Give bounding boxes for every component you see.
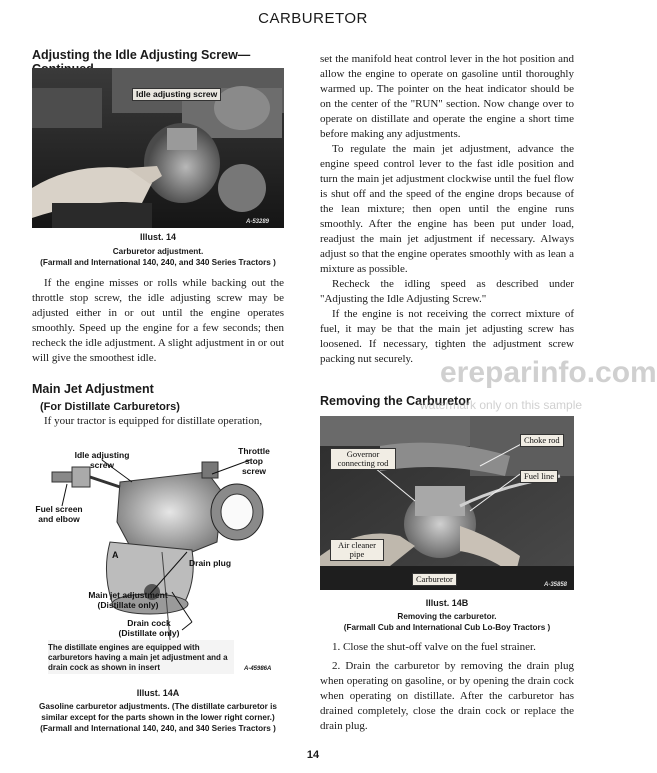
illust-14b-caption	[320, 598, 574, 633]
callout-idle-adjusting-screw: Idle adjusting screw	[132, 88, 221, 101]
illust-14a-caption-line2: (Farmall and International 140, 240, and 340 Series Tractors )	[40, 724, 276, 733]
callout-throttle-stop-screw: Throttle stop screw	[238, 446, 270, 476]
label-air-cleaner-pipe: Air cleaner pipe	[330, 539, 384, 561]
illust-14a-label: Illust. 14A	[136, 688, 180, 698]
illust-14-caption-line1: Carburetor adjustment.	[112, 247, 204, 256]
illust-14b-photo	[320, 416, 574, 590]
callout-drain-plug: Drain plug	[189, 558, 232, 568]
right-paragraph-1: set the manifold heat control lever in the hot position and allow the engine to operate on gasoline until thoroughly warmed up. The pointer on the heat indicator should be on the center of the "RUN" section. Now change over to operate on distillate and operate the engine a short time before making any adjustments.	[320, 53, 574, 140]
illust-14b-caption-line2: (Farmall Cub and International Cub Lo-Boy Tractors )	[343, 623, 551, 632]
illust-14-caption	[32, 232, 284, 268]
illust-14-photo	[32, 68, 284, 228]
illust-14-label: Illust. 14	[140, 232, 177, 242]
page-header: CARBURETOR	[258, 10, 368, 27]
watermark-note: watermark only on this sample	[420, 398, 583, 412]
illust-14b-ref: A-35858	[544, 582, 568, 588]
watermark-site: ereparinfo.com	[440, 356, 657, 389]
callout-fuel-screen-elbow: Fuel screen and elbow	[35, 504, 83, 524]
illust-14-caption-line2: (Farmall and International 140, 240, and 340 Series Tractors )	[40, 258, 276, 267]
right-paragraph-2: To regulate the main jet adjustment, advance the engine speed control lever to the fast idle position and turn the main jet adjustment clockwise until the fuel flow is shut off and the speed of the engine drops because of the lean mixture; then open until the engine runs smoothly. After the engine has been put under load, readjust the main jet adjustment if necessary. Always adjust so that the engine operates smoothly with as lean a mixture as possible.	[320, 143, 574, 275]
label-carburetor: Carburetor	[412, 573, 457, 586]
illust-14a-diagram	[32, 432, 284, 682]
callout-idle-adjusting-screw-14a: Idle adjusting screw	[74, 450, 130, 470]
illust-14a-ref: A-45986A	[244, 666, 272, 672]
illust-14b-caption-line1: Removing the carburetor.	[397, 612, 497, 621]
illust-14-ref: A-53289	[246, 219, 270, 225]
section-subtitle-distillate: (For Distillate Carburetors)	[40, 401, 180, 413]
section-title-main-jet: Main Jet Adjustment	[32, 382, 154, 396]
callout-a-marker: A	[112, 550, 119, 560]
label-governor-connecting-rod: Governor connecting rod	[330, 448, 396, 470]
page-number: 14	[306, 749, 320, 761]
illust-14b-label: Illust. 14B	[425, 598, 469, 608]
section-title-removing-carburetor: Removing the Carburetor	[320, 394, 471, 408]
label-choke-rod: Choke rod	[520, 434, 564, 447]
step-2: 2. Drain the carburetor by removing the drain plug when operating on gasoline, or by opening the drain cock when operating on distillate. After the carburetor has drained completely, close the drain cock or replace the drain plug.	[320, 660, 574, 732]
illust-14a-caption	[32, 688, 284, 734]
illust-14a-note: The distillate engines are equipped with carburetors having a main jet adjustment and a drain cock as shown in insert	[48, 643, 228, 672]
left-paragraph-1: If the engine misses or rolls while backing out the throttle stop screw, the idle adjusting screw may be adjusted either in or out until the engine operates smoothly. Speed up the engine for a few seconds; then recheck the idle adjustment. A slight adjustment in or out will give the smoothest idle.	[32, 277, 284, 364]
left-paragraph-2: If your tractor is equipped for distillate operation,	[44, 415, 263, 427]
right-paragraph-4: If the engine is not receiving the correct mixture of fuel, it may be that the main jet adjusting screw has loosened. If necessary, tighten the adjustment screw packing nut securely.	[320, 308, 574, 365]
right-column	[320, 52, 574, 367]
callout-drain-cock: Drain cock (Distillate only)	[118, 618, 180, 638]
right-paragraph-3: Recheck the idling speed as described under "Adjusting the Idle Adjusting Screw."	[320, 278, 574, 305]
callout-main-jet-adjustment: Main jet adjustment (Distillate only)	[88, 590, 168, 610]
step-1: 1. Close the shut-off valve on the fuel strainer.	[332, 641, 536, 653]
illust-14a-caption-line1: Gasoline carburetor adjustments. (The distillate carburetor is similar except for the parts shown in the lower right corner.)	[39, 702, 277, 722]
section-title-idle-continued: Adjusting the Idle Adjusting Screw—	[32, 48, 251, 62]
label-fuel-line: Fuel line	[520, 470, 558, 483]
